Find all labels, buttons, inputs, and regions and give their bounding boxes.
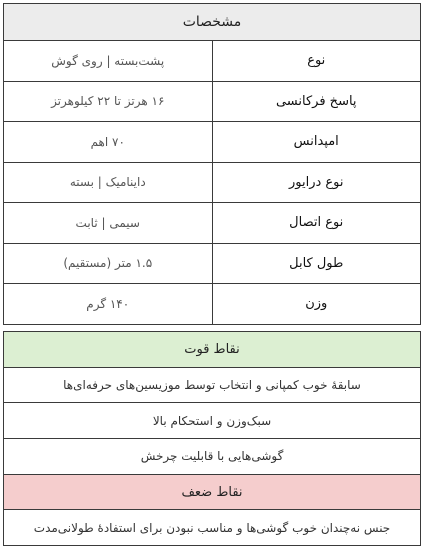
spec-label: نوع اتصال [212, 203, 421, 244]
pros-cons-table [3, 331, 421, 546]
specs-header-row [4, 4, 421, 41]
spec-label: طول کابل [212, 243, 421, 284]
spec-row-frequency [4, 81, 421, 122]
spec-row-weight [4, 284, 421, 325]
spec-row-connection [4, 203, 421, 244]
spec-row-driver [4, 162, 421, 203]
spec-row-impedance [4, 122, 421, 163]
cons-header-row [4, 474, 421, 510]
spec-value: پشت‌بسته | روی گوش [4, 41, 213, 82]
list-item [4, 510, 421, 546]
spec-row-type [4, 41, 421, 82]
pros-title: نقاط قوت [4, 332, 421, 368]
spec-value: ۱۶ هرتز تا ۲۲ کیلوهرتز [4, 81, 213, 122]
pros-header-row [4, 332, 421, 368]
list-item [4, 403, 421, 439]
spec-row-cable [4, 243, 421, 284]
pros-item: گوشی‌هایی با قابلیت چرخش [4, 439, 421, 475]
spec-label: نوع درایور [212, 162, 421, 203]
specs-title: مشخصات [4, 4, 421, 41]
list-item [4, 439, 421, 475]
specs-table [3, 3, 421, 325]
spec-value: داینامیک | بسته [4, 162, 213, 203]
spec-value: سیمی | ثابت [4, 203, 213, 244]
cons-title: نقاط ضعف [4, 474, 421, 510]
spec-value: ۱.۵ متر (مستقیم) [4, 243, 213, 284]
spec-label: امپدانس [212, 122, 421, 163]
spec-label: پاسخ فرکانسی [212, 81, 421, 122]
spec-value: ۱۴۰ گرم [4, 284, 213, 325]
pros-item: سبک‌وزن و استحکام بالا [4, 403, 421, 439]
spec-label: نوع [212, 41, 421, 82]
spec-label: وزن [212, 284, 421, 325]
pros-item: سابقهٔ خوب کمپانی و انتخاب توسط موزیسین‌های حرفه‌ای‌ها [4, 367, 421, 403]
list-item [4, 367, 421, 403]
cons-item: جنس نه‌چندان خوب گوشی‌ها و مناسب نبودن برای استفادهٔ طولانی‌مدت [4, 510, 421, 546]
spec-value: ۷۰ اهم [4, 122, 213, 163]
